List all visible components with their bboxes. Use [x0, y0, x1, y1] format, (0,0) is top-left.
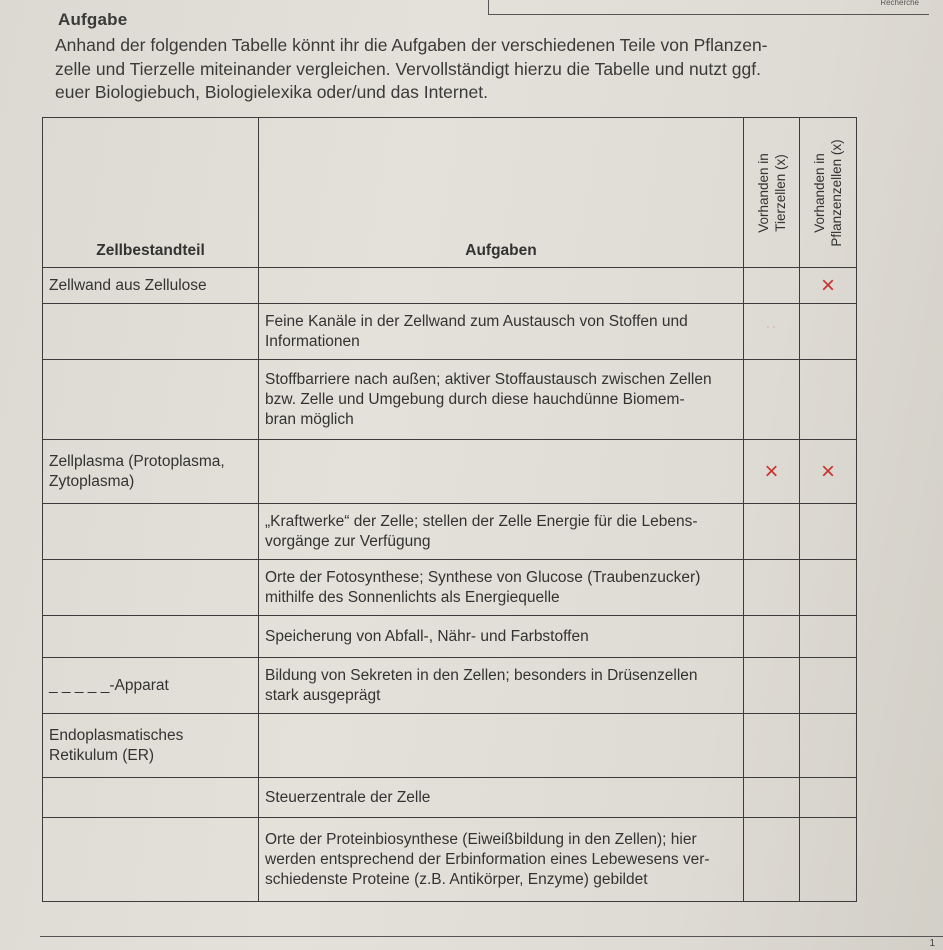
- pen-mark-icon: ×: [764, 457, 779, 485]
- table-row: [43, 778, 857, 818]
- pen-mark-icon: ×: [820, 457, 835, 485]
- component-cell[interactable]: [43, 818, 259, 902]
- task-cell[interactable]: Speicherung von Abfall-, Nähr- und Farbstoffen: [259, 616, 744, 658]
- component-cell[interactable]: [43, 360, 259, 440]
- component-cell[interactable]: Zellplasma (Protoplasma, Zytoplasma): [43, 440, 259, 504]
- intro-line: euer Biologiebuch, Biologielexika oder/und das Internet.: [55, 82, 488, 102]
- animal-check-cell[interactable]: [744, 778, 800, 818]
- task-cell[interactable]: [259, 714, 744, 778]
- top-corner-label: Recherche: [880, 0, 919, 7]
- task-heading: Aufgabe: [58, 10, 128, 29]
- table-row: [43, 616, 857, 658]
- header-plant-cells: [800, 118, 857, 268]
- pen-dots-icon: ˙ ˙: [766, 325, 777, 337]
- plant-check-cell[interactable]: [800, 658, 857, 714]
- table-row: [43, 560, 857, 616]
- table-row: [43, 818, 857, 902]
- plant-check-cell[interactable]: [800, 818, 857, 902]
- header-plant-line1: Vorhanden in: [812, 152, 827, 233]
- header-plant-line2: Pflanzenzellen (x): [829, 138, 844, 247]
- cell-comparison-table: [42, 117, 857, 902]
- animal-check-cell[interactable]: [744, 818, 800, 902]
- table-row: [43, 440, 857, 504]
- animal-check-cell[interactable]: [744, 714, 800, 778]
- animal-check-cell[interactable]: [744, 268, 800, 304]
- task-cell[interactable]: Steuerzentrale der Zelle: [259, 778, 744, 818]
- task-instructions: [55, 34, 935, 105]
- intro-line: zelle und Tierzelle miteinander vergleichen. Vervollständigt hierzu die Tabelle und nutzt ggf.: [55, 58, 761, 79]
- page-bottom-rule: [40, 936, 943, 937]
- task-cell[interactable]: „Kraftwerke“ der Zelle; stellen der Zelle Energie für die Lebens- vorgänge zur Verfügung: [259, 504, 744, 560]
- plant-check-cell[interactable]: [800, 360, 857, 440]
- table-row: [43, 504, 857, 560]
- animal-check-cell[interactable]: [744, 440, 800, 504]
- plant-check-cell[interactable]: [800, 714, 857, 778]
- plant-check-cell[interactable]: [800, 504, 857, 560]
- component-cell[interactable]: [43, 504, 259, 560]
- task-cell[interactable]: Stoffbarriere nach außen; aktiver Stoffaustausch zwischen Zellen bzw. Zelle und Umgebung durch diese hauchdünne Biomem- bran möglich: [259, 360, 744, 440]
- component-cell[interactable]: [43, 778, 259, 818]
- task-cell[interactable]: [259, 440, 744, 504]
- plant-check-cell[interactable]: [800, 616, 857, 658]
- component-cell[interactable]: [43, 304, 259, 360]
- animal-check-cell[interactable]: [744, 504, 800, 560]
- page-number: 1: [929, 938, 935, 949]
- header-tasks: Aufgaben: [259, 118, 744, 268]
- table-row: [43, 304, 857, 360]
- plant-check-cell[interactable]: [800, 304, 857, 360]
- animal-check-cell[interactable]: [744, 304, 800, 360]
- task-cell[interactable]: Orte der Proteinbiosynthese (Eiweißbildung in den Zellen); hier werden entsprechend der Erbinformation eines Lebewesens ver- schiedenste Proteine (z.B. Antikörper, Enzyme) gebildet: [259, 818, 744, 902]
- table-row: [43, 714, 857, 778]
- component-cell[interactable]: _ _ _ _ _-Apparat: [43, 658, 259, 714]
- plant-check-cell[interactable]: [800, 268, 857, 304]
- table-row: [43, 658, 857, 714]
- header-row: [43, 118, 857, 268]
- table-row: [43, 268, 857, 304]
- header-animal-cells: [744, 118, 800, 268]
- table-row: [43, 360, 857, 440]
- task-cell[interactable]: Feine Kanäle in der Zellwand zum Austausch von Stoffen und Informationen: [259, 304, 744, 360]
- animal-check-cell[interactable]: [744, 616, 800, 658]
- plant-check-cell[interactable]: [800, 440, 857, 504]
- plant-check-cell[interactable]: [800, 778, 857, 818]
- component-cell[interactable]: Zellwand aus Zellulose: [43, 268, 259, 304]
- header-animal-line1: Vorhanden in: [755, 152, 771, 233]
- task-cell[interactable]: Bildung von Sekreten in den Zellen; besonders in Drüsenzellen stark ausgeprägt: [259, 658, 744, 714]
- pen-mark-icon: ×: [820, 271, 835, 299]
- header-animal-line2: Tierzellen (x): [772, 153, 788, 232]
- component-cell[interactable]: [43, 616, 259, 658]
- top-corner-box: [488, 0, 929, 15]
- animal-check-cell[interactable]: [744, 658, 800, 714]
- header-component: Zellbestandteil: [43, 118, 259, 268]
- plant-check-cell[interactable]: [800, 560, 857, 616]
- animal-check-cell[interactable]: [744, 560, 800, 616]
- task-cell[interactable]: [259, 268, 744, 304]
- component-cell[interactable]: [43, 560, 259, 616]
- intro-line: Anhand der folgenden Tabelle könnt ihr die Aufgaben der verschiedenen Teile von Pflanzen-: [55, 35, 768, 55]
- component-cell[interactable]: Endoplasmatisches Retikulum (ER): [43, 714, 259, 778]
- animal-check-cell[interactable]: [744, 360, 800, 440]
- task-cell[interactable]: Orte der Fotosynthese; Synthese von Glucose (Traubenzucker) mithilfe des Sonnenlichts als Energiequelle: [259, 560, 744, 616]
